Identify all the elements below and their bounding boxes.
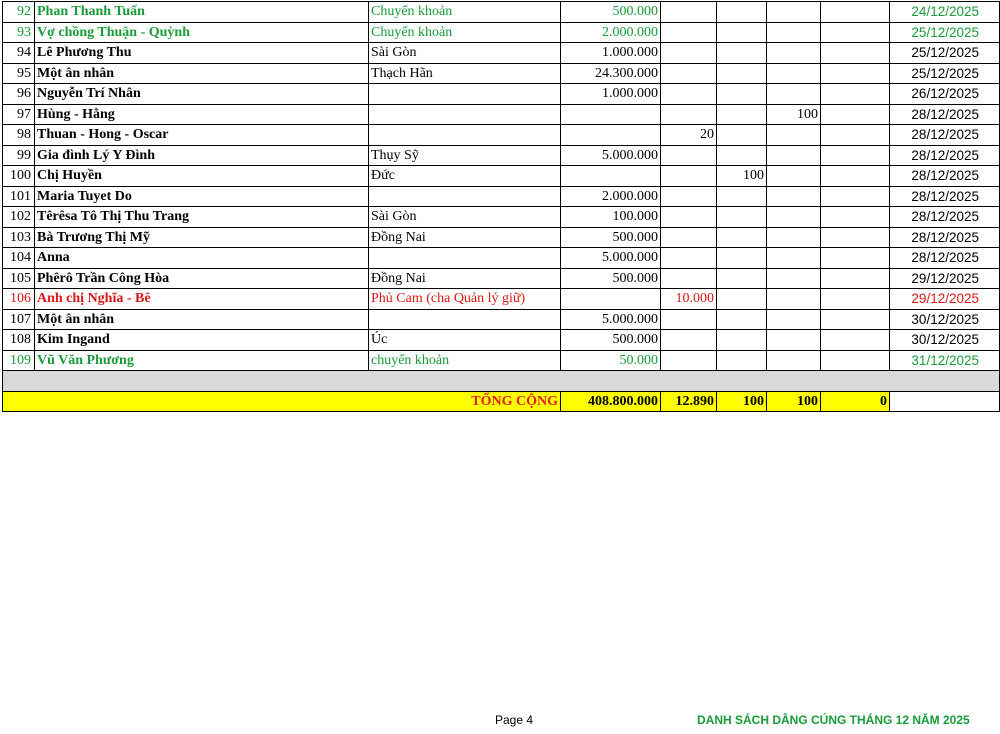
table-row [3, 104, 1000, 125]
amount-vnd [561, 289, 661, 310]
donation-date: 29/12/2025 [890, 268, 1000, 289]
amount-col-4 [767, 63, 821, 84]
amount-col-4: 100 [767, 104, 821, 125]
row-number: 104 [3, 248, 35, 269]
table-row [3, 330, 1000, 351]
amount-col-2 [661, 166, 717, 187]
amount-col-2 [661, 63, 717, 84]
donor-place: Đồng Nai [369, 227, 561, 248]
donor-name: Một ân nhân [35, 63, 369, 84]
amount-vnd: 5.000.000 [561, 248, 661, 269]
donation-date: 25/12/2025 [890, 22, 1000, 43]
donor-place: Đức [369, 166, 561, 187]
donor-place: chuyển khoản [369, 350, 561, 371]
amount-col-3 [717, 186, 767, 207]
donor-place [369, 84, 561, 105]
donation-date: 28/12/2025 [890, 227, 1000, 248]
amount-col-2 [661, 2, 717, 23]
amount-col-5 [821, 166, 890, 187]
row-number: 93 [3, 22, 35, 43]
row-number: 101 [3, 186, 35, 207]
amount-col-3 [717, 84, 767, 105]
amount-col-2 [661, 330, 717, 351]
amount-col-3 [717, 227, 767, 248]
amount-col-2 [661, 43, 717, 64]
amount-col-2 [661, 309, 717, 330]
amount-col-5 [821, 84, 890, 105]
donation-date: 29/12/2025 [890, 289, 1000, 310]
table-row [3, 2, 1000, 23]
amount-vnd: 5.000.000 [561, 145, 661, 166]
table-row [3, 309, 1000, 330]
donor-name: Một ân nhân [35, 309, 369, 330]
amount-col-3 [717, 104, 767, 125]
amount-vnd [561, 104, 661, 125]
amount-vnd: 500.000 [561, 268, 661, 289]
donor-name: Phêrô Trần Công Hòa [35, 268, 369, 289]
donor-name: Chị Huyền [35, 166, 369, 187]
donor-name: Lê Phương Thu [35, 43, 369, 64]
document-title: DANH SÁCH DÂNG CÚNG THÁNG 12 NĂM 2025 [697, 713, 970, 727]
amount-vnd: 500.000 [561, 330, 661, 351]
amount-col-4 [767, 330, 821, 351]
donor-name: Kim Ingand [35, 330, 369, 351]
amount-col-4 [767, 309, 821, 330]
donor-place [369, 104, 561, 125]
donor-name: Bà Trương Thị Mỹ [35, 227, 369, 248]
donor-place [369, 309, 561, 330]
amount-col-5 [821, 145, 890, 166]
donation-date: 25/12/2025 [890, 43, 1000, 64]
amount-col-5 [821, 207, 890, 228]
row-number: 96 [3, 84, 35, 105]
total-date-cell [890, 391, 1000, 412]
donation-date: 28/12/2025 [890, 125, 1000, 146]
donation-date: 24/12/2025 [890, 2, 1000, 23]
amount-col-5 [821, 63, 890, 84]
row-number: 99 [3, 145, 35, 166]
amount-col-4 [767, 22, 821, 43]
amount-col-5 [821, 289, 890, 310]
row-number: 102 [3, 207, 35, 228]
amount-col-3 [717, 309, 767, 330]
table-row [3, 227, 1000, 248]
spacer-row [3, 371, 1000, 392]
table-row [3, 207, 1000, 228]
donor-name: Gia đình Lý Y Đình [35, 145, 369, 166]
amount-col-3 [717, 289, 767, 310]
amount-col-3 [717, 43, 767, 64]
amount-col-2 [661, 145, 717, 166]
amount-vnd: 24.300.000 [561, 63, 661, 84]
donation-date: 25/12/2025 [890, 63, 1000, 84]
table-row [3, 43, 1000, 64]
row-number: 105 [3, 268, 35, 289]
amount-col-3 [717, 145, 767, 166]
amount-col-5 [821, 104, 890, 125]
amount-col-3 [717, 268, 767, 289]
amount-col-4 [767, 43, 821, 64]
amount-col-4 [767, 289, 821, 310]
donation-date: 30/12/2025 [890, 330, 1000, 351]
donor-place: Thạch Hãn [369, 63, 561, 84]
amount-col-5 [821, 22, 890, 43]
donation-date: 28/12/2025 [890, 207, 1000, 228]
total-col-5: 0 [821, 391, 890, 412]
table-row [3, 350, 1000, 371]
donor-place: Đồng Nai [369, 268, 561, 289]
donor-place [369, 248, 561, 269]
donor-place: Sài Gòn [369, 43, 561, 64]
donation-date: 28/12/2025 [890, 145, 1000, 166]
amount-col-4 [767, 84, 821, 105]
row-number: 103 [3, 227, 35, 248]
row-number: 97 [3, 104, 35, 125]
donor-place [369, 186, 561, 207]
amount-col-2 [661, 268, 717, 289]
amount-col-4 [767, 186, 821, 207]
amount-col-4 [767, 248, 821, 269]
amount-col-3 [717, 330, 767, 351]
table-row [3, 22, 1000, 43]
amount-col-2 [661, 227, 717, 248]
donor-name: Phan Thanh Tuấn [35, 2, 369, 23]
table-row [3, 289, 1000, 310]
donor-place: Phủ Cam (cha Quản lý giữ) [369, 289, 561, 310]
page-number: Page 4 [495, 713, 534, 727]
donor-place: Úc [369, 330, 561, 351]
table-row [3, 125, 1000, 146]
amount-col-5 [821, 268, 890, 289]
amount-vnd: 100.000 [561, 207, 661, 228]
amount-col-5 [821, 125, 890, 146]
amount-col-5 [821, 309, 890, 330]
amount-vnd: 2.000.000 [561, 186, 661, 207]
row-number: 98 [3, 125, 35, 146]
total-col-3: 100 [717, 391, 767, 412]
row-number: 100 [3, 166, 35, 187]
donation-date: 28/12/2025 [890, 166, 1000, 187]
donor-name: Têrêsa Tô Thị Thu Trang [35, 207, 369, 228]
amount-col-2 [661, 84, 717, 105]
table-row [3, 268, 1000, 289]
amount-vnd [561, 166, 661, 187]
amount-vnd: 500.000 [561, 227, 661, 248]
table-row [3, 248, 1000, 269]
row-number: 95 [3, 63, 35, 84]
amount-vnd: 50.000 [561, 350, 661, 371]
row-number: 109 [3, 350, 35, 371]
amount-col-5 [821, 330, 890, 351]
row-number: 107 [3, 309, 35, 330]
amount-col-2 [661, 22, 717, 43]
amount-vnd: 2.000.000 [561, 22, 661, 43]
amount-col-3 [717, 125, 767, 146]
amount-vnd: 500.000 [561, 2, 661, 23]
donation-date: 31/12/2025 [890, 350, 1000, 371]
amount-col-5 [821, 248, 890, 269]
donor-place [369, 125, 561, 146]
amount-col-4 [767, 207, 821, 228]
donation-date: 28/12/2025 [890, 104, 1000, 125]
donor-place: Chuyển khoản [369, 2, 561, 23]
amount-col-3 [717, 22, 767, 43]
amount-col-5 [821, 227, 890, 248]
amount-col-3 [717, 2, 767, 23]
amount-col-4 [767, 350, 821, 371]
amount-col-2: 20 [661, 125, 717, 146]
donor-name: Anna [35, 248, 369, 269]
amount-col-4 [767, 166, 821, 187]
donor-name: Nguyễn Trí Nhân [35, 84, 369, 105]
amount-col-5 [821, 2, 890, 23]
amount-col-5 [821, 43, 890, 64]
donor-name: Vợ chồng Thuận - Quỳnh [35, 22, 369, 43]
donation-rows [3, 2, 1000, 371]
amount-col-4 [767, 2, 821, 23]
donor-place: Chuyển khoản [369, 22, 561, 43]
table-row [3, 63, 1000, 84]
amount-col-2 [661, 207, 717, 228]
donor-name: Maria Tuyet Do [35, 186, 369, 207]
amount-col-2 [661, 248, 717, 269]
amount-col-5 [821, 350, 890, 371]
row-number: 92 [3, 2, 35, 23]
amount-col-5 [821, 186, 890, 207]
amount-col-3: 100 [717, 166, 767, 187]
donation-date: 28/12/2025 [890, 186, 1000, 207]
amount-vnd: 1.000.000 [561, 43, 661, 64]
amount-col-2 [661, 186, 717, 207]
total-amount: 408.800.000 [561, 391, 661, 412]
donation-date: 26/12/2025 [890, 84, 1000, 105]
amount-col-4 [767, 125, 821, 146]
amount-col-3 [717, 207, 767, 228]
amount-col-3 [717, 63, 767, 84]
donor-name: Hùng - Hằng [35, 104, 369, 125]
table-row [3, 166, 1000, 187]
amount-col-4 [767, 268, 821, 289]
row-number: 94 [3, 43, 35, 64]
amount-col-2 [661, 350, 717, 371]
table-row [3, 84, 1000, 105]
donor-place: Thụy Sỹ [369, 145, 561, 166]
donation-date: 28/12/2025 [890, 248, 1000, 269]
amount-col-4 [767, 227, 821, 248]
row-number: 108 [3, 330, 35, 351]
donor-name: Thuan - Hong - Oscar [35, 125, 369, 146]
total-col-2: 12.890 [661, 391, 717, 412]
amount-col-2: 10.000 [661, 289, 717, 310]
amount-col-3 [717, 350, 767, 371]
amount-vnd [561, 125, 661, 146]
total-row [3, 391, 1000, 412]
amount-col-4 [767, 145, 821, 166]
donor-place: Sài Gòn [369, 207, 561, 228]
amount-col-2 [661, 104, 717, 125]
donation-table [2, 1, 1000, 412]
table-row [3, 186, 1000, 207]
total-col-4: 100 [767, 391, 821, 412]
donor-name: Vũ Văn Phương [35, 350, 369, 371]
amount-vnd: 1.000.000 [561, 84, 661, 105]
donor-name: Anh chị Nghĩa - Bê [35, 289, 369, 310]
amount-col-3 [717, 248, 767, 269]
row-number: 106 [3, 289, 35, 310]
total-label: TỔNG CỘNG [3, 391, 561, 412]
donation-date: 30/12/2025 [890, 309, 1000, 330]
amount-vnd: 5.000.000 [561, 309, 661, 330]
table-row [3, 145, 1000, 166]
